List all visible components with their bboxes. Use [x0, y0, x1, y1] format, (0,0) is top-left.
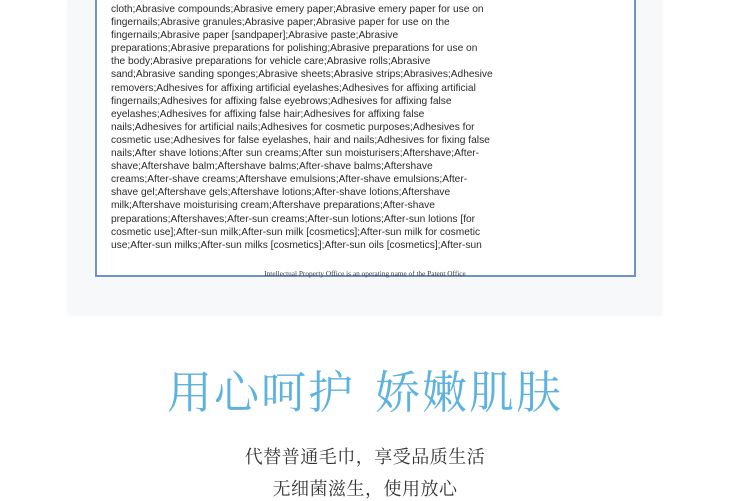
goods-line: nails;After shave lotions;After sun creams;After sun moisturisers;Aftershave;After-: [111, 148, 480, 160]
tagline-line-1: 代替普通毛巾，享受品质生活: [244, 447, 486, 468]
goods-line: cosmetic use];After-sun milk;After-sun milk [cosmetics];After-sun milk for cosmetic: [111, 226, 481, 238]
certificate-document: [68, 0, 662, 314]
goods-line: removers;Adhesives for affixing artificial eyelashes;Adhesives for affixing artificial: [111, 82, 476, 94]
goods-line: shave;Aftershave balm;Aftershave balms;After-shave balms;Aftershave: [111, 161, 433, 173]
headline-part-1: 用心呵护: [166, 366, 355, 419]
goods-line: preparations;Aftershaves;After-sun creams;After-sun lotions;After-sun lotions [for: [111, 213, 476, 225]
goods-line: nails;Adhesives for artificial nails;Adhesives for cosmetic purposes;Adhesives for: [111, 121, 475, 133]
goods-line: use;After-sun milks;After-sun milks [cosmetics];After-sun oils [cosmetics];After-sun: [111, 239, 482, 251]
goods-line: shave gel;Aftershave gels;Aftershave lotions;After-shave lotions;Aftershave: [111, 187, 451, 199]
headline-part-2: 娇嫩肌肤: [375, 366, 564, 419]
goods-line: sand;Abrasive sanding sponges;Abrasive sheets;Abrasive strips;Abrasives;Adhesive: [111, 69, 493, 81]
goods-line: the body;Abrasive preparations for vehicle care;Abrasive rolls;Abrasive: [111, 56, 431, 68]
goods-line: preparations;Abrasive preparations for polishing;Abrasive preparations for use on: [111, 43, 478, 55]
goods-line: fingernails;Adhesives for affixing false eyebrows;Adhesives for affixing false: [111, 95, 452, 107]
goods-line: fingernails;Abrasive paper [sandpaper];Abrasive paste;Abrasive: [111, 30, 399, 42]
goods-line: creams;After-shave creams;Aftershave emulsions;After-shave emulsions;After-: [111, 174, 468, 186]
goods-line: fingernails;Abrasive granules;Abrasive paper;Abrasive paper for use on the: [111, 17, 450, 29]
goods-line: cosmetic use;Adhesives for false eyelashes, hair and nails;Adhesives for fixing false: [111, 134, 490, 146]
goods-list-text: [111, 3, 621, 252]
document-footer: Intellectual Property Office is an operating name of the Patent Office: [264, 269, 466, 278]
goods-line: eyelashes;Adhesives for affixing false hair;Adhesives for affixing false: [111, 108, 425, 120]
tagline-line-2: 无细菌滋生，使用放心: [272, 479, 458, 500]
goods-line: cloth;Abrasive compounds;Abrasive emery paper;Abrasive emery paper for use on: [111, 4, 484, 15]
headline: [0, 365, 730, 421]
goods-line: milk;Aftershave moisturising cream;Aftershave preparations;After-shave: [111, 200, 435, 212]
